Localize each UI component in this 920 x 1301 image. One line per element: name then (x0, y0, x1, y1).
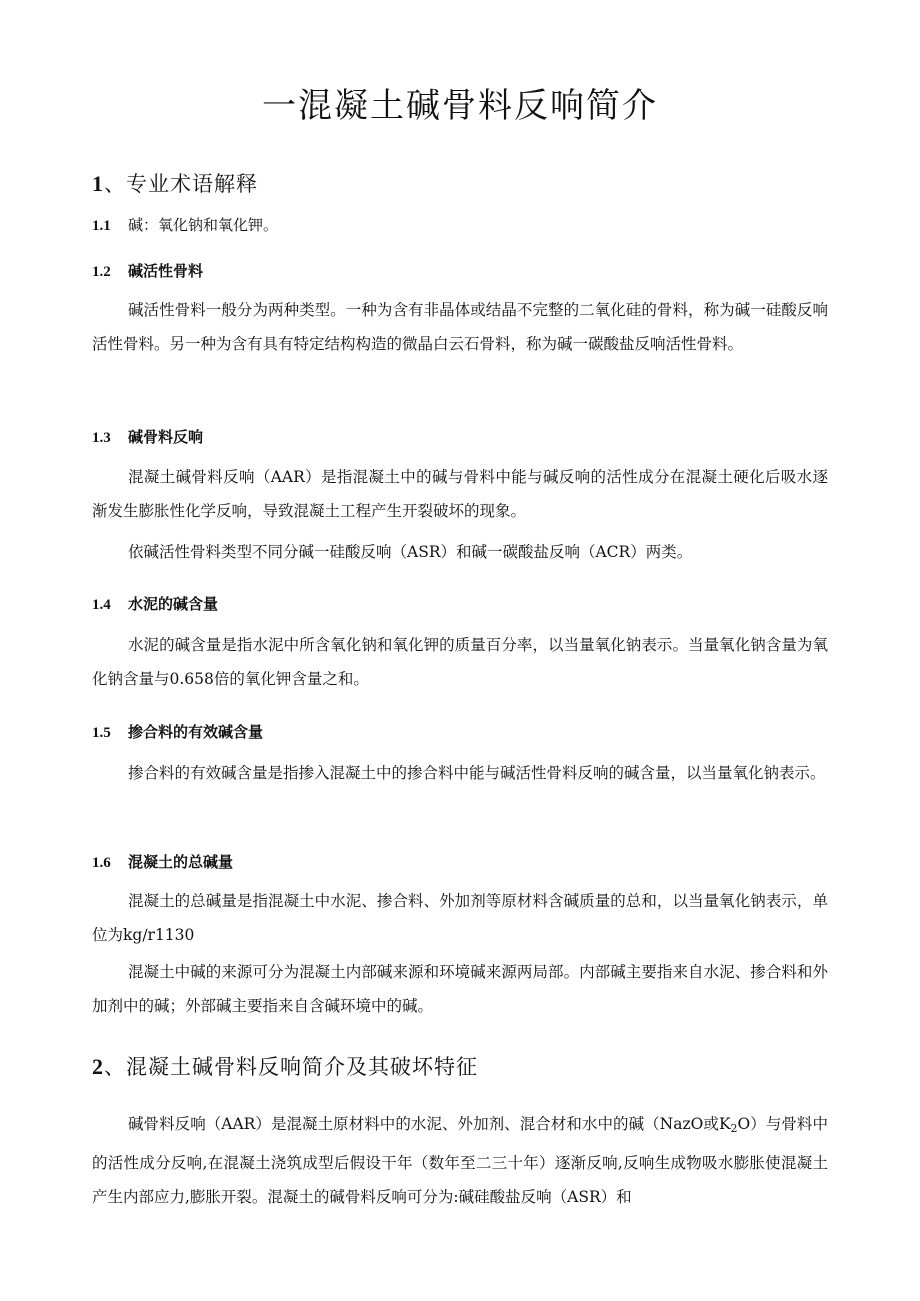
section-1-number: 1 (92, 171, 104, 196)
item-1-2-heading (92, 261, 203, 282)
item-1-6-heading (92, 852, 233, 873)
item-1-4-heading (92, 594, 218, 615)
paragraph-2-1 (92, 1107, 828, 1214)
item-1-5-label: 掺合料的有效碱含量 (128, 723, 264, 741)
subscript-2: 2 (730, 1122, 738, 1135)
item-1-5-number: 1.5 (92, 725, 111, 741)
item-1-1-number: 1.1 (92, 218, 111, 234)
paragraph-1-4: 水泥的碱含量是指水泥中所含氧化钠和氧化钾的质量百分率，以当量氧化钠表示。当量氧化钠含量为氧化钠含量与0.658倍的氧化钾含量之和。 (92, 636, 828, 688)
paragraph-1-3-b: 依碱活性骨料类型不同分碱一硅酸反响（ASR）和碱一碳酸盐反响（ACR）两类。 (128, 543, 693, 561)
paragraph-1-5: 掺合料的有效碱含量是指掺入混凝土中的掺合料中能与碱活性骨料反响的碱含量，以当量氧化钠表示。 (128, 764, 826, 782)
document-title: 一混凝土碱骨料反响简介 (262, 86, 658, 126)
item-1-4-number: 1.4 (92, 597, 111, 613)
section-1-title: 、专业术语解释 (104, 172, 258, 196)
item-1-2-label: 碱活性骨料 (128, 262, 204, 280)
paragraph-2-1-part1: 碱骨料反响（AAR）是混凝土原材料中的水泥、外加剂、混合材和水中的碱（NazO或K (128, 1115, 731, 1133)
paragraph-1-6-b: 混凝土中碱的来源可分为混凝土内部碱来源和环境碱来源两局部。内部碱主要指来自水泥、掺合料和外加剂中的碱；外部碱主要指来自含碱环境中的碱。 (92, 963, 828, 1015)
item-1-1-text: 碱：氧化钠和氧化钾。 (128, 216, 279, 234)
item-1-6-label: 混凝土的总碱量 (128, 853, 234, 871)
item-1-3-number: 1.3 (92, 430, 111, 446)
item-1-3-label: 碱骨料反响 (128, 428, 204, 446)
item-1-3-heading (92, 427, 203, 448)
item-1-1 (92, 215, 278, 236)
section-2-number: 2 (92, 1054, 104, 1079)
section-2-heading (92, 1053, 478, 1081)
paragraph-1-2: 碱活性骨料一般分为两种类型。一种为含有非晶体或结晶不完整的二氧化硅的骨料，称为碱一硅酸反响活性骨料。另一种为含有具有特定结构构造的微晶白云石骨料，称为碱一碳酸盐反响活性骨料。 (92, 301, 828, 353)
section-2-title: 、混凝土碱骨料反响简介及其破坏特征 (104, 1055, 478, 1079)
paragraph-1-6-a: 混凝土的总碱量是指混凝土中水泥、掺合料、外加剂等原材料含碱质量的总和，以当量氧化钠表示，单位为kg∕r1130 (92, 892, 828, 944)
paragraph-2-1-part2: O）与骨料中的活性成分反响,在混凝土浇筑成型后假设干年（数年至二三十年）逐渐反响,反响生成物吸水膨胀使混凝土产生内部应力,膨胀开裂。混凝土的碱骨料反响可分为:碱硅酸盐反响（ASR）和 (92, 1115, 828, 1206)
item-1-5-heading (92, 722, 263, 743)
item-1-2-number: 1.2 (92, 264, 111, 280)
item-1-6-number: 1.6 (92, 855, 111, 871)
item-1-4-label: 水泥的碱含量 (128, 595, 219, 613)
paragraph-1-3-a: 混凝土碱骨料反响（AAR）是指混凝土中的碱与骨料中能与碱反响的活性成分在混凝土硬化后吸水逐渐发生膨胀性化学反响，导致混凝土工程产生开裂破坏的现象。 (92, 468, 828, 520)
section-1-heading (92, 170, 258, 198)
